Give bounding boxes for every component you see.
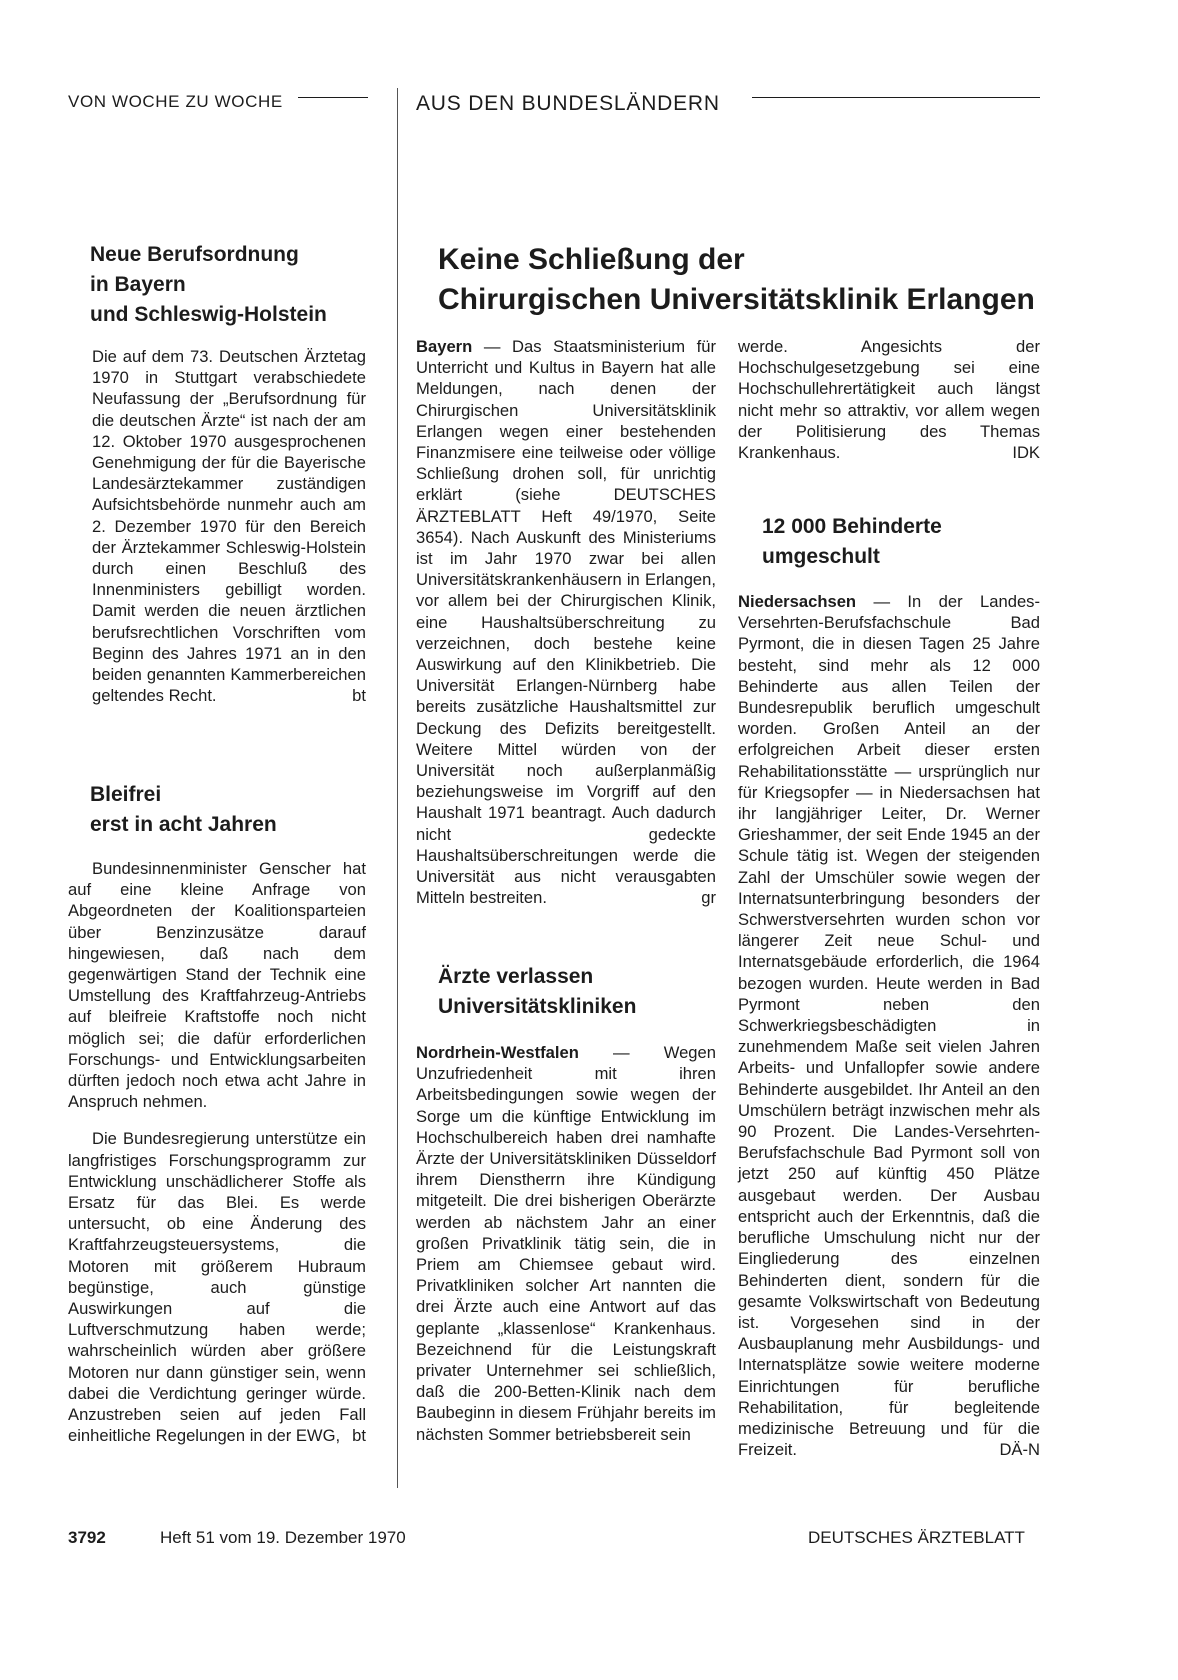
signoff: DÄ-N: [999, 1440, 1040, 1460]
article-lead: Niedersachsen: [738, 592, 857, 611]
article-paragraph-2: Die Bundesregierung unterstütze ein langfristiges Forschungsprogramm zur Entwicklung unschädlicherer Stoffe als Ersatz für das Blei. Es werde untersucht, ob eine Änderung des Kraftfahrzeugsteuersystems, die Motoren mit größerem Hubraum begünstige, auch günstige Auswirkungen auf die Luftverschmutzung haben werde; wahrscheinlich würden aber größere Motoren nur dann günstiger sein, wenn dabei die Verdichtung geringer würde. Anzustreben seien auf jeden Fall einheitliche Regelungen in der EWG,: [68, 1129, 366, 1446]
article-aerzte: [416, 1042, 716, 1445]
section-label-left: VON WOCHE ZU WOCHE: [68, 92, 283, 111]
article-lead: Nordrhein-Westfalen: [416, 1043, 579, 1062]
article-aerzte-continuation: [738, 336, 1040, 463]
article-body: — In der Landes-Versehrten-Berufsfachschule Bad Pyrmont, die in diesen Tagen 25 Jahre besteht, sind mehr als 12 000 Behinderte aus allen Teilen der Bundesrepublik beruflich umgeschult worden. Großen Anteil an der erfolgreichen Arbeit dieser ersten Rehabilitationsstätte — ursprünglich nur für Kriegsopfer — in Niedersachsen hat ihr langjähriger Leiter, Dr. Werner Grieshammer, der seit Ende 1945 an der Schule tätig ist. Wegen der steigenden Zahl der Umschüler sowie wegen der Internatsunterbringung besonders der Schwerstversehrten wurden schon vor längerer Zeit neue Schul- und Internatsgebäude erforderlich, die 1964 bezogen wurden. Heute werden in Bad Pyrmont neben den Schwerkriegsbeschädigten in zunehmendem Maße seit vielen Jahren Arbeits- und Unfallopfer sowie andere Behinderte ausgebildet. Ihr Anteil an den Umschülern beträgt inzwischen mehr als 90 Prozent. Die Landes-Versehrten-Berufsfachschule Bad Pyrmont soll von jetzt 250 auf künftig 450 Plätze ausgebaut werden. Der Ausbau entspricht auch der Erkenntnis, daß die berufliche Umschulung nicht nur der Eingliederung des einzelnen Behinderten dient, sondern für die gesamte Volkswirtschaft von Bedeutung ist. Vorgesehen sind in der Ausbauplanung mehr Ausbildungs- und Internatsplätze sowie weitere moderne Einrichtungen für berufliche Rehabilitation, für begleitende medizinische Betreuung und für die Freizeit.: [738, 592, 1040, 1460]
article-body: — Das Staatsministerium für Unterricht und Kultus in Bayern hat alle Meldungen, nach denen der Chirurgischen Universitätsklinik Erlangen wegen einer bestehenden Finanzmisere eine teilweise oder völlige Schließung drohen soll, für unrichtig erklärt (siehe DEUTSCHES ÄRZTEBLATT Heft 49/1970, Seite 3654). Nach Auskunft des Ministeriums ist im Jahr 1970 zwar bei allen Universitätskrankenhäusern in Erlangen, vor allem bei der Chirurgischen Klinik, eine Haushaltsüberschreitung zu verzeichnen, doch bestehe keine Auswirkung auf den Klinikbetrieb. Die Universität Erlangen-Nürnberg habe bereits zusätzliche Haushaltsmittel zur Deckung des Defizits bereitgestellt. Weitere Mittel würden von der Universität noch außerplanmäßig beziehungsweise im Vorgriff auf den Haushalt 1971 beantragt. Auch dadurch nicht gedeckte Haushaltsüberschreitungen werde die Universität aus nicht verausgabten Mitteln bestreiten.: [416, 337, 716, 908]
article-body: werde. Angesichts der Hochschulgesetzgebung sei eine Hochschullehrertätigkeit auch längst nicht mehr so attraktiv, vor allem wegen der Politisierung des Themas Krankenhaus.: [738, 337, 1040, 463]
headline-berufsordnung: Neue Berufsordnung in Bayern und Schleswig-Holstein: [90, 243, 327, 326]
signoff: IDK: [1012, 443, 1040, 463]
header-rule-left: [298, 97, 368, 98]
headline-behinderte: 12 000 Behinderte umgeschult: [762, 515, 942, 568]
article-behinderte: [738, 591, 1040, 1460]
page-number: 3792: [68, 1528, 106, 1547]
main-headline: Keine Schließung der Chirurgischen Universitätsklinik Erlangen: [438, 243, 1035, 316]
header-rule-right: [752, 97, 1040, 98]
headline-bleifrei: Bleifrei erst in acht Jahren: [90, 783, 277, 836]
article-berufsordnung: [92, 346, 366, 706]
signoff: bt: [352, 1426, 366, 1446]
signoff: bt: [352, 686, 366, 706]
article-bleifrei: [68, 858, 366, 1447]
headline-aerzte: Ärzte verlassen Universitätskliniken: [438, 965, 637, 1018]
issue-info: Heft 51 vom 19. Dezember 1970: [160, 1528, 406, 1547]
article-body: Die auf dem 73. Deutschen Ärztetag 1970 in Stuttgart verabschiedete Neufassung der „Berufsordnung für die deutschen Ärzte“ ist nach der am 12. Oktober 1970 ausgesprochenen Genehmigung der für die Bayerische Landesärztekammer zuständigen Aufsichtsbehörde nunmehr auch am 2. Dezember 1970 für den Bereich der Ärztekammer Schleswig-Holstein durch einen Beschluß des Innenministers gebilligt worden. Damit werden die neuen ärztlichen berufsrechtlichen Vorschriften vom Beginn des Jahres 1971 an in den beiden genannten Kammerbereichen geltendes Recht.: [92, 347, 366, 706]
article-body: — Wegen Unzufriedenheit mit ihren Arbeitsbedingungen sowie wegen der Sorge um die künftige Entwicklung im Hochschulbereich haben drei namhafte Ärzte der Universitätskliniken Düsseldorf ihrem Dienstherrn ihre Kündigung mitgeteilt. Die drei bisherigen Oberärzte werden ab nächstem Jahr an einer großen Privatklinik tätig sein, die in Priem am Chiemsee gebaut wird. Privatkliniken solcher Art nannten die drei Ärzte auch eine Antwort auf das geplante „klassenlose“ Krankenhaus. Bezeichnend für die Leistungskraft privater Unternehmer sei schließlich, daß die 200-Betten-Klinik nach dem Baubeginn in diesem Frühjahr bereits im nächsten Sommer betriebsbereit sein: [416, 1043, 716, 1444]
column-divider: [397, 88, 398, 1488]
article-lead: Bayern: [416, 337, 473, 356]
publication-name: DEUTSCHES ÄRZTEBLATT: [808, 1528, 1025, 1547]
section-label-right: AUS DEN BUNDESLÄNDERN: [416, 92, 720, 115]
article-erlangen: [416, 336, 716, 909]
article-paragraph-1: Bundesinnenminister Genscher hat auf eine kleine Anfrage von Abgeordneten der Koalitionsparteien über Benzinzusätze darauf hingewiesen, daß nach dem gegenwärtigen Stand der Technik eine Umstellung des Kraftfahrzeug-Antriebs auf bleifreie Kraftstoffe noch nicht möglich sei; die dafür erforderlichen Forschungs- und Entwicklungsarbeiten dürften jedoch noch etwa acht Jahre in Anspruch nehmen.: [68, 859, 366, 1112]
signoff: gr: [701, 888, 716, 908]
